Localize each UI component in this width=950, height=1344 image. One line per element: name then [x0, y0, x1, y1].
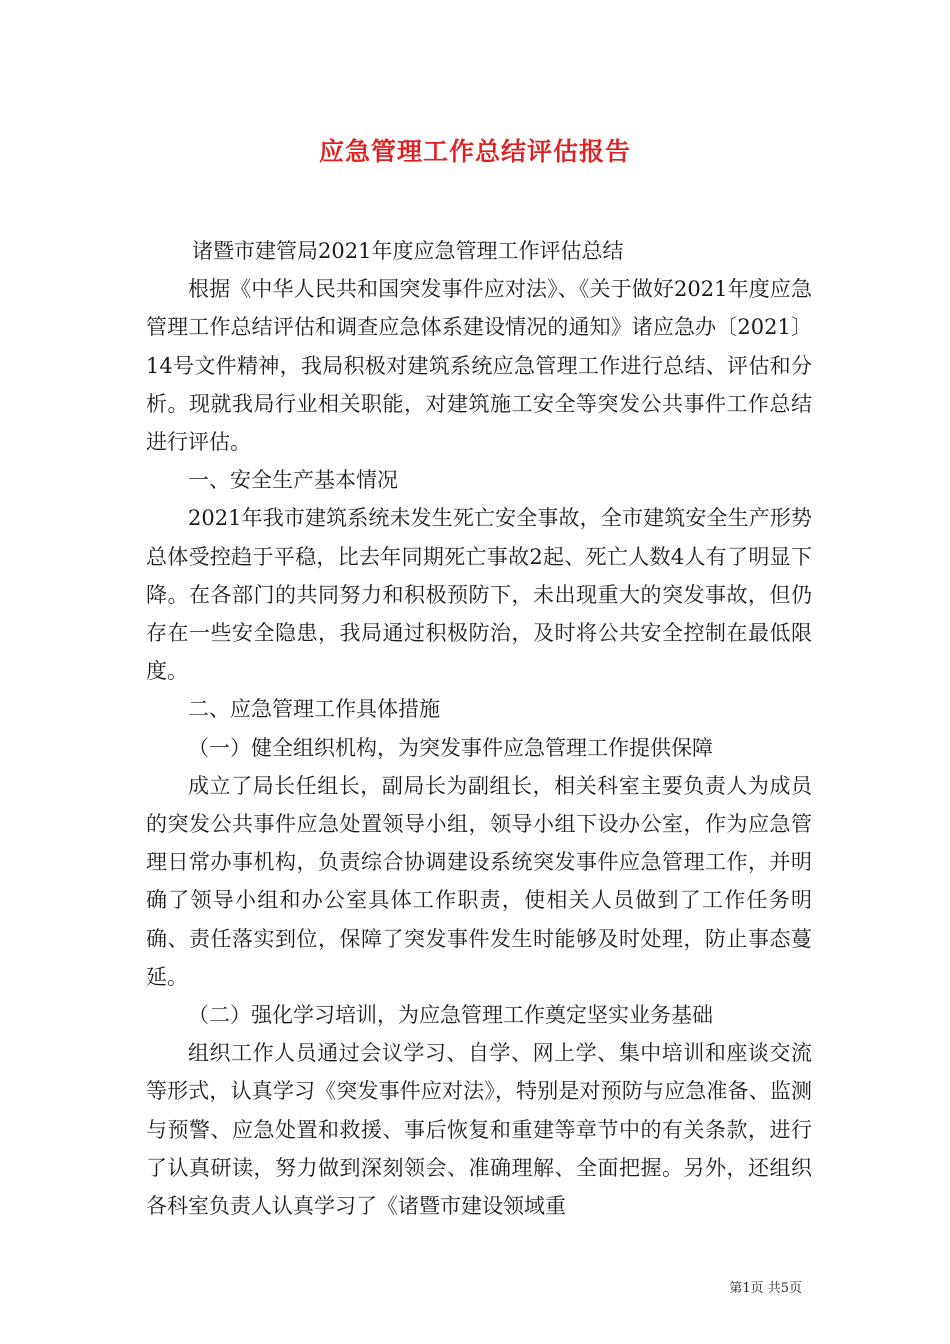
subsection-heading-1: （一）健全组织机构，为突发事件应急管理工作提供保障: [188, 735, 713, 760]
paragraph-safety-situation: 2021年我市建筑系统未发生死亡安全事故，全市建筑安全生产形势总体受控趋于平稳，比去年同期死亡事故2起、死亡人数4人有了明显下降。在各部门的共同努力和积极预防下，未出现重大的突发事故，但仍存在一些安全隐患，我局通过积极防治，及时将公共安全控制在最低限度。: [146, 506, 812, 684]
paragraph-intro: 根据《中华人民共和国突发事件应对法》、《关于做好2021年度应急管理工作总结评估和调查应急体系建设情况的通知》诸应急办〔2021〕14号文件精神，我局积极对建筑系统应急管理工作进行总结、评估和分析。现就我局行业相关职能，对建筑施工安全等突发公共事件工作总结进行评估。: [146, 277, 812, 455]
document-body: [146, 232, 812, 1225]
subsection-heading-2: （二）强化学习培训，为应急管理工作奠定坚实业务基础: [188, 1003, 713, 1028]
paragraph-organization: 成立了局长任组长，副局长为副组长，相关科室主要负责人为成员的突发公共事件应急处置领导小组，领导小组下设办公室，作为应急管理日常办事机构，负责综合协调建设系统突发事件应急管理工作，并明确了领导小组和办公室具体工作职责，使相关人员做到了工作任务明确、责任落实到位，保障了突发事件发生时能够及时处理，防止事态蔓延。: [146, 773, 812, 989]
paragraph-subtitle: 诸暨市建管局2021年度应急管理工作评估总结: [192, 239, 624, 263]
section-heading-1: 一、安全生产基本情况: [188, 468, 398, 493]
page-number: 第1页 共5页: [729, 1281, 802, 1296]
page-title: 应急管理工作总结评估报告: [318, 137, 631, 166]
section-heading-2: 二、应急管理工作具体措施: [188, 697, 440, 722]
paragraph-training: 组织工作人员通过会议学习、自学、网上学、集中培训和座谈交流等形式，认真学习《突发事件应对法》，特别是对预防与应急准备、监测与预警、应急处置和救援、事后恢复和重建等章节中的有关条款，进行了认真研读，努力做到深刻领会、准确理解、全面把握。另外，还组织各科室负责人认真学习了《诸暨市建设领域重: [146, 1041, 812, 1219]
